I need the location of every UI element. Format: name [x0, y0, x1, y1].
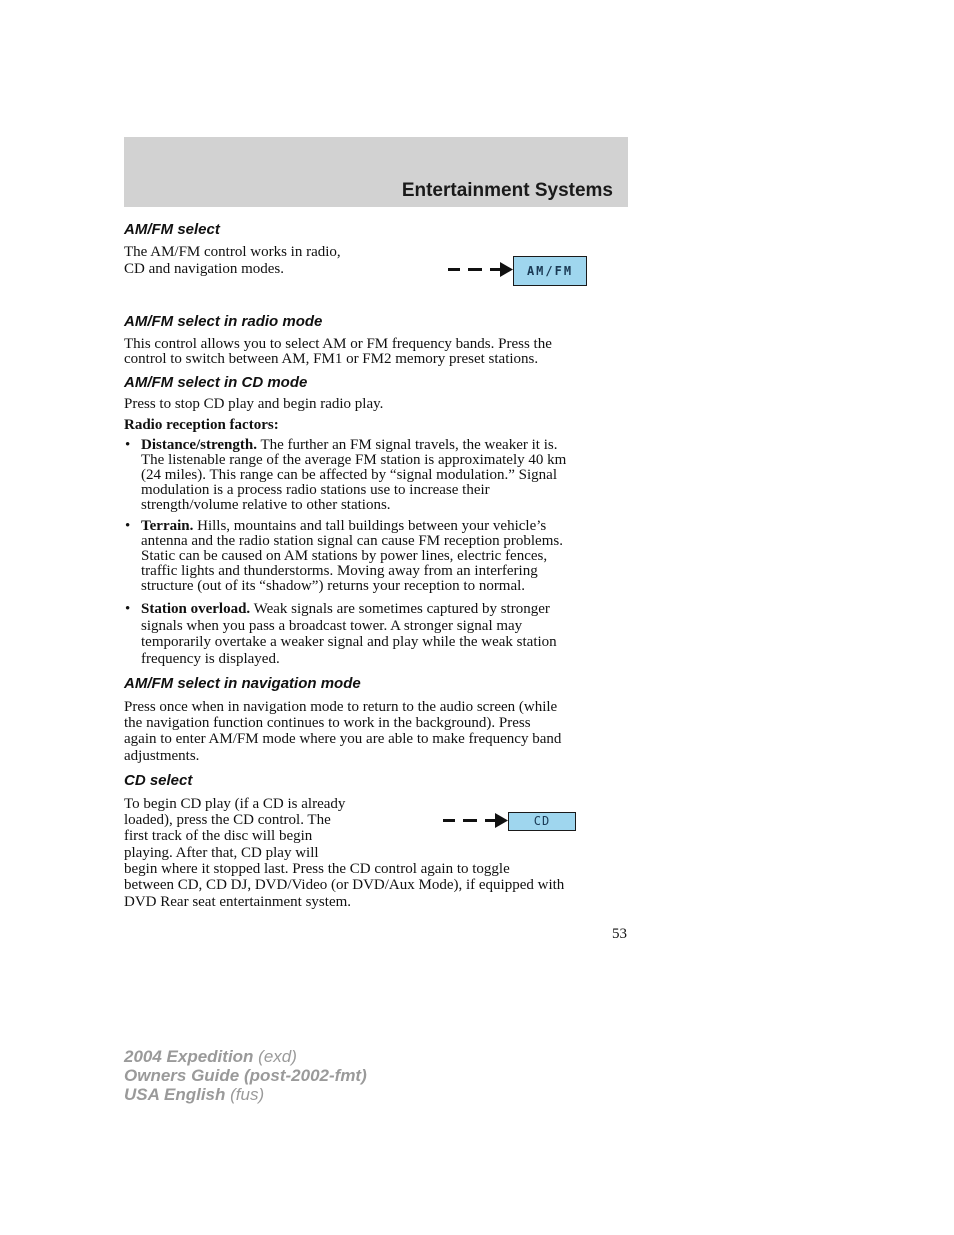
bullet-term: Station overload.: [141, 601, 251, 617]
footer-model: 2004 Expedition: [124, 1047, 254, 1066]
radio-mode-line-2: control to switch between AM, FM1 or FM2 memory preset stations.: [124, 351, 539, 367]
bullet-dot: •: [125, 518, 131, 534]
footer-language-code: (fus): [230, 1085, 265, 1104]
nav-mode-line-1: Press once when in navigation mode to return to the audio screen (while: [124, 699, 558, 715]
nav-mode-line-4: adjustments.: [124, 748, 200, 764]
bullet-line: signals when you pass a broadcast tower. A stronger signal may: [141, 617, 523, 634]
radio-mode-line-1: This control allows you to select AM or FM frequency bands. Press the: [124, 336, 552, 352]
cd-select-line-7: DVD Rear seat entertainment system.: [124, 894, 352, 910]
amfm-select-line-2: CD and navigation modes.: [124, 261, 284, 277]
bullet-line: Weak signals are sometimes captured by stronger: [253, 601, 550, 617]
heading-nav-mode: AM/FM select in navigation mode: [124, 675, 361, 692]
footer-language: USA English: [124, 1085, 226, 1104]
bullet-line: (24 miles). This range can be affected by “signal modulation.” Signal: [141, 467, 557, 483]
bullet-line: antenna and the radio station signal can cause FM reception problems.: [141, 533, 563, 549]
bullet-term: Distance/strength.: [141, 437, 257, 453]
cd-select-line-1: To begin CD play (if a CD is already: [124, 796, 346, 812]
cd-select-line-3: first track of the disc will begin: [124, 828, 313, 844]
amfm-select-line-1: The AM/FM control works in radio,: [124, 244, 341, 260]
bullet-line: The listenable range of the average FM station is approximately 40 km: [141, 452, 567, 468]
bullet-dot: •: [125, 437, 131, 453]
cd-select-line-4: playing. After that, CD play will: [124, 845, 319, 861]
bullet-dot: •: [125, 601, 131, 617]
bullet-line: traffic lights and thunderstorms. Moving away from an interfering: [141, 563, 538, 579]
bullet-line: modulation is a process radio stations use to increase their: [141, 482, 490, 498]
footer-guide: Owners Guide (post-2002-fmt): [124, 1066, 367, 1085]
bullet-line: Hills, mountains and tall buildings between your vehicle’s: [197, 518, 547, 534]
bullet-line: temporarily overtake a weaker signal and play while the weak station: [141, 634, 557, 650]
nav-mode-line-3: again to enter AM/FM mode where you are able to make frequency band: [124, 731, 562, 747]
cd-mode-line-1: Press to stop CD play and begin radio play.: [124, 396, 384, 412]
footer-model-code: (exd): [258, 1047, 297, 1066]
heading-cd-mode: AM/FM select in CD mode: [124, 374, 308, 391]
bullet-line: frequency is displayed.: [141, 650, 280, 667]
section-header-band: [124, 137, 628, 207]
bullet-line: structure (out of its “shadow”) returns your reception to normal.: [141, 578, 526, 594]
bullet-line: Static can be caused on AM stations by power lines, electric fences,: [141, 548, 548, 564]
nav-mode-line-2: the navigation function continues to work in the background). Press: [124, 715, 531, 731]
cd-select-line-2: loaded), press the CD control. The: [124, 812, 331, 828]
section-title: Entertainment Systems: [401, 180, 613, 201]
page-number: 53: [612, 926, 627, 942]
bullet-term: Terrain.: [141, 518, 194, 534]
cd-select-line-5: begin where it stopped last. Press the CD control again to toggle: [124, 861, 510, 877]
cd-select-line-6: between CD, CD DJ, DVD/Video (or DVD/Aux Mode), if equipped with: [124, 877, 565, 893]
heading-amfm-select: AM/FM select: [124, 221, 220, 238]
heading-cd-select: CD select: [124, 772, 193, 789]
cd-button-illustration: CD: [508, 812, 576, 831]
heading-reception-factors: Radio reception factors:: [124, 417, 279, 433]
heading-radio-mode: AM/FM select in radio mode: [124, 313, 323, 330]
bullet-line: strength/volume relative to other stations.: [141, 497, 391, 513]
bullet-line: The further an FM signal travels, the weaker it is.: [260, 437, 558, 453]
document-footer: [124, 1047, 367, 1104]
amfm-button-illustration: AM/FM: [513, 256, 587, 286]
